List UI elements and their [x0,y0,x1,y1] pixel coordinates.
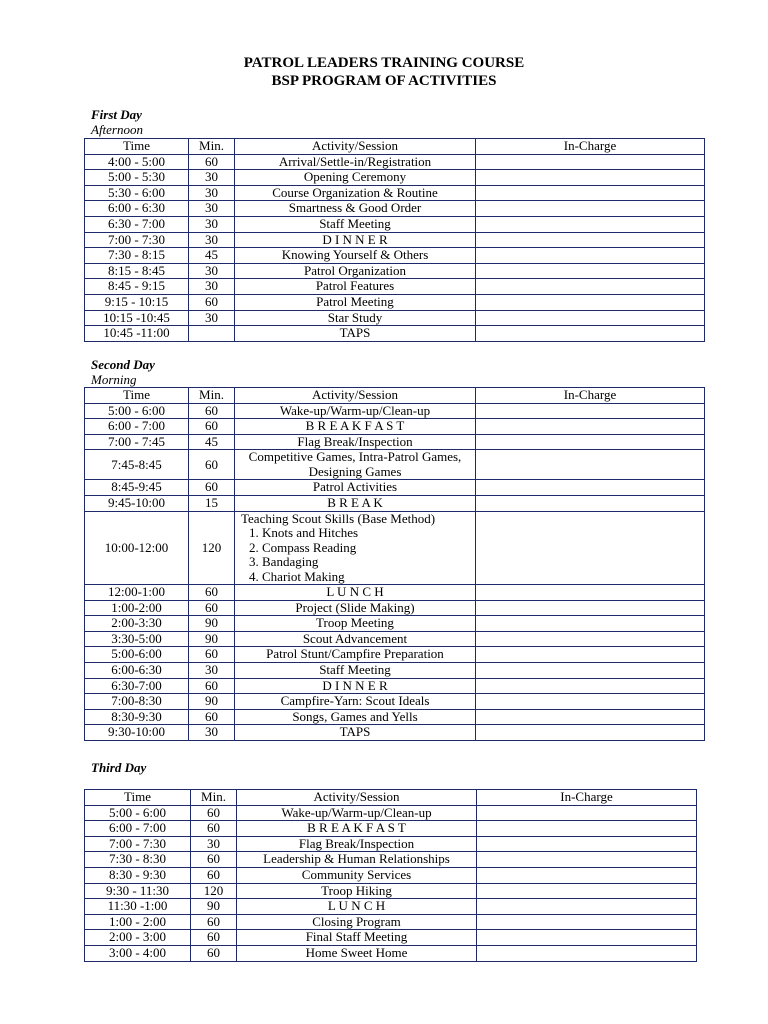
table-row [85,616,705,632]
table-row [85,326,705,342]
col-header-time: Time [85,139,189,155]
cell-activity: Project (Slide Making) [235,600,476,616]
cell-activity: Wake-up/Warm-up/Clean-up [237,805,477,821]
cell-min: 120 [189,511,235,585]
cell-time: 2:00-3:30 [85,616,189,632]
cell-in-charge [476,170,705,186]
cell-in-charge [477,821,697,837]
table-row [85,450,705,480]
cell-time: 7:00-8:30 [85,694,189,710]
cell-min: 60 [191,805,237,821]
table-row [85,930,697,946]
cell-time: 5:00 - 5:30 [85,170,189,186]
table-row [85,511,705,585]
cell-time: 9:45-10:00 [85,495,189,511]
cell-time: 8:30 - 9:30 [85,867,191,883]
table-row [85,248,705,264]
table-row [85,201,705,217]
cell-time: 8:45-9:45 [85,480,189,496]
cell-in-charge [477,945,697,961]
cell-time: 6:30 - 7:00 [85,216,189,232]
cell-activity: Patrol Stunt/Campfire Preparation [235,647,476,663]
table-row [85,883,697,899]
cell-in-charge [476,434,705,450]
cell-in-charge [476,663,705,679]
cell-time: 8:15 - 8:45 [85,263,189,279]
table-row [85,216,705,232]
cell-in-charge [476,201,705,217]
table-row [85,709,705,725]
cell-in-charge [476,631,705,647]
cell-activity: Closing Program [237,914,477,930]
cell-activity: Knowing Yourself & Others [235,248,476,264]
col-header-activity: Activity/Session [235,388,476,404]
cell-in-charge [477,914,697,930]
cell-time: 7:30 - 8:30 [85,852,191,868]
cell-min: 60 [191,914,237,930]
day1-period: Afternoon [91,122,143,137]
cell-time: 7:00 - 7:45 [85,434,189,450]
cell-in-charge [476,600,705,616]
cell-min: 30 [189,232,235,248]
table-row [85,263,705,279]
cell-time: 6:00 - 7:00 [85,821,191,837]
cell-time: 5:00-6:00 [85,647,189,663]
cell-in-charge [476,294,705,310]
cell-time: 9:15 - 10:15 [85,294,189,310]
cell-min: 60 [189,154,235,170]
table-header-row [85,139,705,155]
cell-time: 3:30-5:00 [85,631,189,647]
cell-activity: Troop Hiking [237,883,477,899]
cell-in-charge [476,585,705,601]
cell-min: 60 [189,709,235,725]
cell-activity: Arrival/Settle-in/Registration [235,154,476,170]
cell-activity: Wake-up/Warm-up/Clean-up [235,403,476,419]
cell-min: 30 [191,836,237,852]
cell-activity: Staff Meeting [235,663,476,679]
cell-activity: Home Sweet Home [237,945,477,961]
cell-in-charge [476,216,705,232]
cell-in-charge [476,480,705,496]
col-header-in-charge: In-Charge [476,388,705,404]
cell-in-charge [476,647,705,663]
cell-min: 60 [191,945,237,961]
cell-time: 4:00 - 5:00 [85,154,189,170]
table-row [85,899,697,915]
cell-min: 60 [189,419,235,435]
cell-time: 7:00 - 7:30 [85,232,189,248]
table-row [85,232,705,248]
cell-activity: Star Study [235,310,476,326]
cell-in-charge [477,883,697,899]
table-row [85,279,705,295]
cell-activity: Patrol Meeting [235,294,476,310]
cell-min: 90 [189,616,235,632]
day2-label: Second Day [91,357,155,372]
cell-in-charge [476,232,705,248]
cell-time: 7:30 - 8:15 [85,248,189,264]
table-header-row [85,388,705,404]
cell-min: 90 [189,694,235,710]
cell-min: 60 [189,647,235,663]
table-row [85,419,705,435]
cell-activity: Leadership & Human Relationships [237,852,477,868]
cell-in-charge [476,419,705,435]
cell-in-charge [477,867,697,883]
cell-time: 6:00 - 6:30 [85,201,189,217]
cell-min: 60 [191,930,237,946]
skills-title: Teaching Scout Skills (Base Method) [241,511,436,526]
table-row [85,294,705,310]
col-header-time: Time [85,388,189,404]
cell-activity: Smartness & Good Order [235,201,476,217]
cell-in-charge [476,185,705,201]
cell-time: 11:30 -1:00 [85,899,191,915]
table-row [85,663,705,679]
table-header-row [85,790,697,806]
table-row [85,310,705,326]
cell-in-charge [476,511,705,585]
table-row [85,403,705,419]
table-row [85,185,705,201]
cell-in-charge [477,899,697,915]
day1-rows [85,154,705,341]
day1-schedule-table [84,138,705,342]
cell-min: 45 [189,248,235,264]
cell-min: 60 [189,480,235,496]
table-row [85,805,697,821]
cell-min: 60 [189,450,235,480]
cell-time: 3:00 - 4:00 [85,945,191,961]
table-row [85,678,705,694]
cell-in-charge [476,154,705,170]
cell-min: 60 [189,678,235,694]
cell-activity: Opening Ceremony [235,170,476,186]
cell-activity: TAPS [235,326,476,342]
table-row [85,725,705,741]
page-title-line1: PATROL LEADERS TRAINING COURSE [243,55,525,71]
cell-min: 45 [189,434,235,450]
cell-min: 30 [189,263,235,279]
cell-in-charge [476,263,705,279]
cell-activity: B R E A K [235,495,476,511]
skills-item: 4. Chariot Making [249,568,345,584]
skills-item: 1. Knots and Hitches [249,525,359,541]
cell-min: 60 [191,852,237,868]
cell-in-charge [476,450,705,480]
cell-activity: L U N C H [237,899,477,915]
cell-activity: B R E A K F A S T [237,821,477,837]
cell-activity: Course Organization & Routine [235,185,476,201]
cell-in-charge [477,805,697,821]
cell-min: 60 [191,867,237,883]
cell-activity: Patrol Features [235,279,476,295]
table-row [85,480,705,496]
cell-time: 5:00 - 6:00 [85,403,189,419]
cell-min: 60 [189,403,235,419]
cell-time: 10:45 -11:00 [85,326,189,342]
day3-rows [85,805,697,961]
cell-in-charge [477,836,697,852]
day1-label: First Day [91,107,142,122]
cell-in-charge [476,326,705,342]
cell-min: 60 [189,600,235,616]
cell-activity: D I N N E R [235,232,476,248]
page-title-line2: BSP PROGRAM OF ACTIVITIES [271,73,497,89]
cell-min: 30 [189,216,235,232]
cell-activity: Flag Break/Inspection [237,836,477,852]
cell-min: 120 [191,883,237,899]
col-header-time: Time [85,790,191,806]
cell-activity: Songs, Games and Yells [235,709,476,725]
cell-time: 9:30 - 11:30 [85,883,191,899]
col-header-in-charge: In-Charge [476,139,705,155]
cell-in-charge [476,248,705,264]
table-row [85,170,705,186]
cell-activity: Staff Meeting [235,216,476,232]
cell-activity: Final Staff Meeting [237,930,477,946]
cell-activity: Community Services [237,867,477,883]
cell-in-charge [476,709,705,725]
cell-in-charge [476,403,705,419]
table-row [85,154,705,170]
cell-time: 6:00-6:30 [85,663,189,679]
cell-in-charge [476,694,705,710]
cell-in-charge [477,852,697,868]
table-row [85,647,705,663]
cell-time: 2:00 - 3:00 [85,930,191,946]
cell-activity: Competitive Games, Intra-Patrol Games, Designing Games [235,450,476,480]
col-header-activity: Activity/Session [235,139,476,155]
table-row [85,495,705,511]
col-header-min: Min. [189,388,235,404]
cell-time: 5:00 - 6:00 [85,805,191,821]
table-row [85,852,697,868]
table-row [85,694,705,710]
cell-activity: Campfire-Yarn: Scout Ideals [235,694,476,710]
cell-min: 30 [189,663,235,679]
col-header-activity: Activity/Session [237,790,477,806]
cell-min: 30 [189,310,235,326]
cell-min: 30 [189,185,235,201]
cell-activity: D I N N E R [235,678,476,694]
cell-min: 60 [189,294,235,310]
cell-activity: Flag Break/Inspection [235,434,476,450]
cell-in-charge [477,930,697,946]
cell-min: 30 [189,170,235,186]
cell-activity: L U N C H [235,585,476,601]
day3-schedule-table [84,789,697,962]
cell-min: 15 [189,495,235,511]
col-header-in-charge: In-Charge [477,790,697,806]
cell-activity: Scout Advancement [235,631,476,647]
cell-time: 7:00 - 7:30 [85,836,191,852]
table-row [85,914,697,930]
cell-time: 7:45-8:45 [85,450,189,480]
day2-rows-b [85,585,705,741]
cell-in-charge [476,279,705,295]
skills-item: 2. Compass Reading [249,539,357,555]
day3-label: Third Day [91,760,147,775]
cell-min [189,326,235,342]
cell-in-charge [476,495,705,511]
day2-rows-a [85,403,705,511]
day2-schedule-table [84,387,705,741]
cell-time: 6:30-7:00 [85,678,189,694]
cell-time: 8:30-9:30 [85,709,189,725]
cell-activity: B R E A K F A S T [235,419,476,435]
cell-time: 9:30-10:00 [85,725,189,741]
col-header-min: Min. [189,139,235,155]
cell-min: 60 [191,821,237,837]
table-row [85,821,697,837]
cell-min: 90 [191,899,237,915]
cell-time: 6:00 - 7:00 [85,419,189,435]
cell-time: 8:45 - 9:15 [85,279,189,295]
cell-in-charge [476,310,705,326]
cell-min: 90 [189,631,235,647]
cell-time: 10:00-12:00 [85,511,189,585]
cell-activity: Patrol Organization [235,263,476,279]
table-row [85,836,697,852]
cell-activity [235,511,476,585]
cell-min: 60 [189,585,235,601]
cell-in-charge [476,616,705,632]
table-row [85,585,705,601]
cell-time: 10:15 -10:45 [85,310,189,326]
table-row [85,600,705,616]
cell-min: 30 [189,279,235,295]
cell-min: 30 [189,725,235,741]
cell-time: 12:00-1:00 [85,585,189,601]
day2-skills-block [85,511,705,585]
day2-period: Morning [91,372,137,387]
cell-activity: TAPS [235,725,476,741]
cell-time: 1:00-2:00 [85,600,189,616]
cell-in-charge [476,678,705,694]
table-row [85,434,705,450]
cell-activity: Troop Meeting [235,616,476,632]
cell-time: 5:30 - 6:00 [85,185,189,201]
col-header-min: Min. [191,790,237,806]
cell-activity: Patrol Activities [235,480,476,496]
cell-time: 1:00 - 2:00 [85,914,191,930]
cell-in-charge [476,725,705,741]
skills-item: 3. Bandaging [249,554,319,570]
table-row [85,631,705,647]
cell-min: 30 [189,201,235,217]
table-row [85,867,697,883]
table-row [85,945,697,961]
